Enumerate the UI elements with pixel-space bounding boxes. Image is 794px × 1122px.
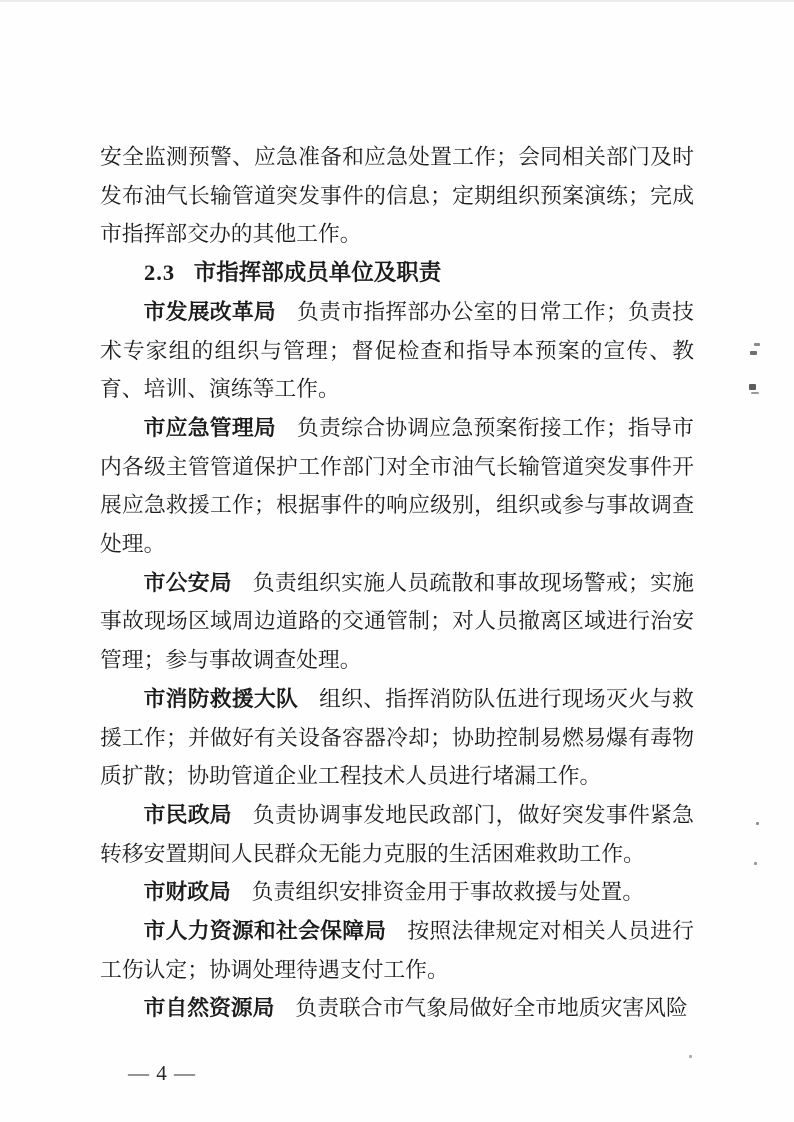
scan-edge-artifact: [0, 0, 794, 2]
para-emergency-management-bureau: [100, 409, 694, 564]
para-civil-affairs-bureau: [100, 796, 694, 873]
department-name: 市应急管理局: [143, 415, 277, 440]
scan-speck: [749, 384, 756, 390]
para-natural-resources-bureau: [100, 989, 694, 1028]
department-name: 市民政局: [143, 802, 232, 827]
section-heading: [100, 254, 694, 293]
department-name: 市消防救援大队: [143, 686, 299, 711]
para-fire-rescue-brigade: [100, 680, 694, 796]
section-title: 市指挥部成员单位及职责: [193, 260, 442, 286]
department-name: 市财政局: [143, 880, 231, 905]
section-number: 2.3: [144, 260, 176, 286]
scan-speck: [751, 392, 759, 394]
document-content: [100, 138, 694, 1028]
intro-text: 安全监测预警、应急准备和应急处置工作；会同相关部门及时发布油气长输管道突发事件的信息；定期组织预案演练；完成市指挥部交办的其他工作。: [100, 145, 694, 247]
department-name: 市发展改革局: [143, 299, 277, 324]
paragraph-intro-continuation: [100, 138, 694, 254]
scan-speck: [750, 351, 757, 355]
para-finance-bureau: [100, 873, 694, 912]
para-public-security-bureau: [100, 564, 694, 680]
para-human-resources-social-security-bureau: [100, 912, 694, 989]
duty-text: 组织、指挥消防队伍进行现场灭火与救援工作；并做好有关设备容器冷却；协助控制易燃易爆有毒物质扩散；协助管道企业工程技术人员进行堵漏工作。: [100, 686, 694, 789]
para-development-reform-bureau: [100, 293, 694, 409]
duty-text: 负责综合协调应急预案衔接工作；指导市内各级主管管道保护工作部门对全市油气长输管道突发事件开展应急救援工作；根据事件的响应级别，组织或参与事故调查处理。: [100, 415, 694, 557]
duty-text: 负责组织安排资金用于事故救援与处置。: [251, 880, 645, 905]
page-number: [103, 1031, 196, 1115]
duty-text: 负责协调事发地民政部门，做好突发事件紧急转移安置期间人民群众无能力克服的生活困难救助工作。: [100, 802, 694, 866]
duty-text: 负责联合市气象局做好全市地质灾害风险: [295, 996, 688, 1021]
page-number-text: — 4 —: [128, 1061, 196, 1085]
scan-speck: [689, 1055, 692, 1058]
department-name: 市自然资源局: [143, 996, 275, 1021]
department-name: 市公安局: [143, 570, 232, 595]
scan-speck: [754, 862, 757, 865]
scan-speck: [756, 822, 759, 825]
duty-text: 按照法律规定对相关人员进行工伤认定；协调处理待遇支付工作。: [100, 919, 694, 982]
department-name: 市人力资源和社会保障局: [143, 919, 387, 944]
duty-text: 负责市指挥部办公室的日常工作；负责技术专家组的组织与管理；督促检查和指导本预案的宣传、教育、培训、演练等工作。: [100, 299, 694, 402]
scan-speck: [754, 343, 760, 346]
duty-text: 负责组织实施人员疏散和事故现场警戒；实施事故现场区域周边道路的交通管制；对人员撤离区域进行治安管理；参与事故调查处理。: [100, 570, 694, 673]
